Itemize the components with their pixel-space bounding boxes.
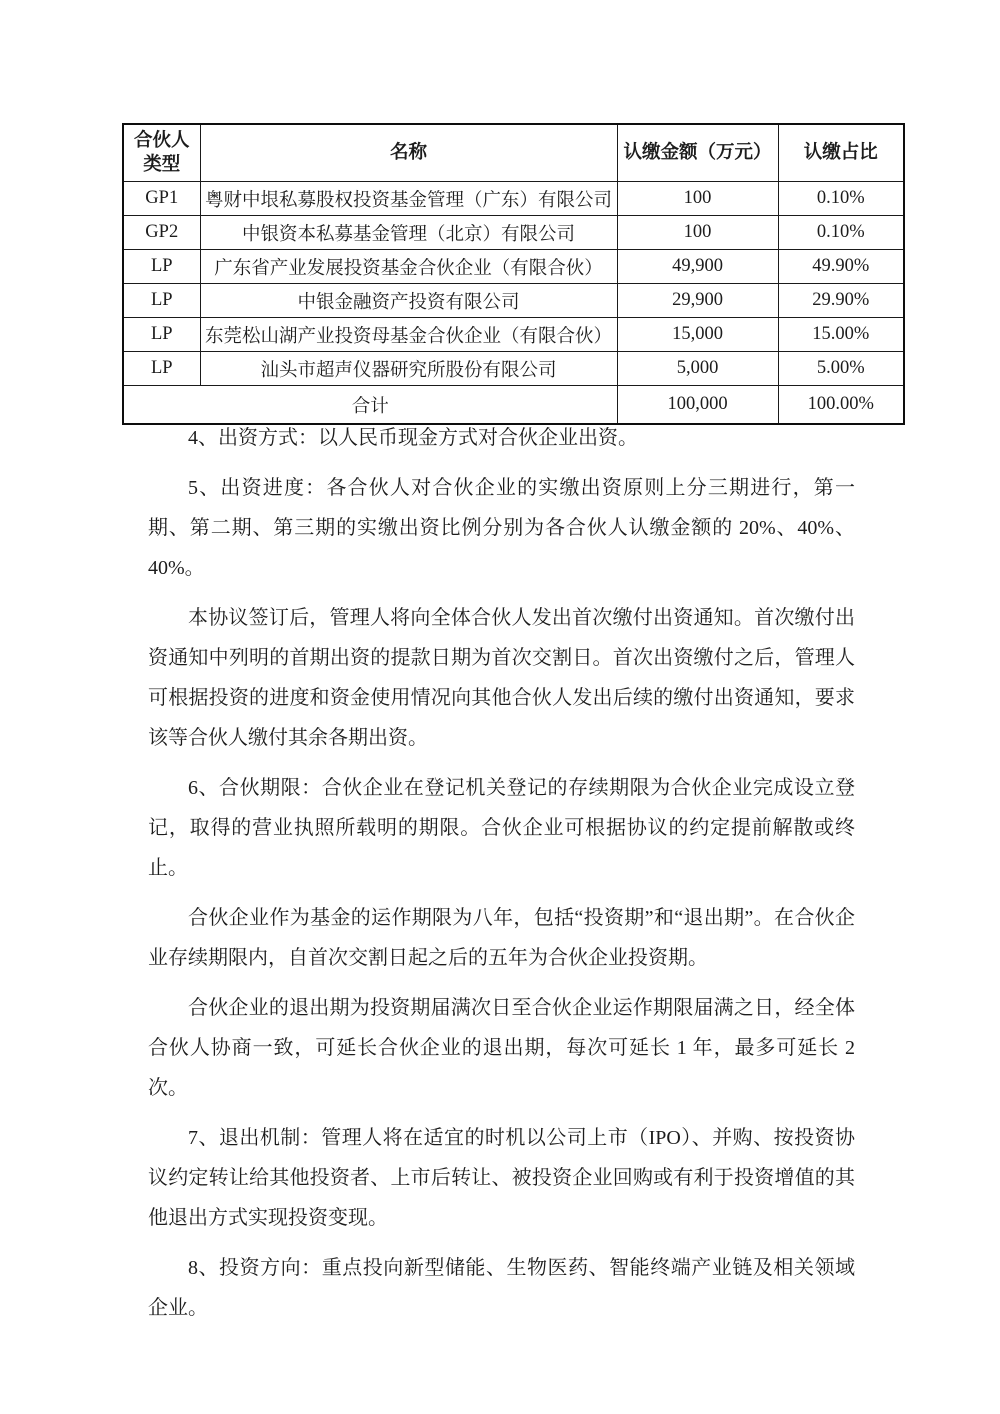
header-partner-type: 合伙人类型 [123,124,200,182]
ratio-cell: 5.00% [778,352,904,386]
partner-type-cell: GP1 [123,182,200,216]
header-subscribed-ratio: 认缴占比 [778,124,904,182]
partner-name-cell: 中银资本私募基金管理（北京）有限公司 [200,216,617,250]
partner-type-cell: LP [123,250,200,284]
ratio-cell: 15.00% [778,318,904,352]
table-row [123,352,904,386]
partner-name-cell: 广东省产业发展投资基金合伙企业（有限合伙） [200,250,617,284]
total-amount-cell: 100,000 [617,386,778,425]
ratio-cell: 29.90% [778,284,904,318]
paragraph-capital-method: 4、出资方式：以人民币现金方式对合伙企业出资。 [188,427,638,449]
amount-cell: 15,000 [617,318,778,352]
partner-type-cell: LP [123,284,200,318]
partner-type-cell: LP [123,318,200,352]
partner-type-cell: GP2 [123,216,200,250]
partner-name-cell: 粤财中垠私募股权投资基金管理（广东）有限公司 [200,182,617,216]
amount-cell: 49,900 [617,250,778,284]
amount-cell: 29,900 [617,284,778,318]
paragraph-capital-schedule: 5、出资进度：各合伙人对合伙企业的实缴出资原则上分三期进行，第一期、第二期、第三期的实缴出资比例分别为各合伙人认缴金额的 20%、40%、40%。 [148,477,855,579]
total-label-cell: 合计 [123,386,617,425]
paragraph-exit-period: 合伙企业的退出期为投资期届满次日至合伙企业运作期限届满之日，经全体合伙人协商一致，可延长合伙企业的退出期，每次可延长 1 年，最多可延长 2 次。 [148,997,855,1099]
partner-name-cell: 中银金融资产投资有限公司 [200,284,617,318]
total-ratio-cell: 100.00% [778,386,904,425]
paragraph-fund-operation-period: 合伙企业作为基金的运作期限为八年，包括“投资期”和“退出期”。在合伙企业存续期限内，自首次交割日起之后的五年为合伙企业投资期。 [148,907,855,969]
ratio-cell: 49.90% [778,250,904,284]
table-row [123,250,904,284]
table-row [123,216,904,250]
amount-cell: 5,000 [617,352,778,386]
partner-name-cell: 东莞松山湖产业投资母基金合伙企业（有限合伙） [200,318,617,352]
table-row [123,182,904,216]
table-header-row [123,124,904,182]
paragraph-exit-mechanism: 7、退出机制：管理人将在适宜的时机以公司上市（IPO）、并购、按投资协议约定转让给其他投资者、上市后转让、被投资企业回购或有利于投资增值的其他退出方式实现投资变现。 [148,1127,855,1229]
paragraph-partnership-term: 6、合伙期限：合伙企业在登记机关登记的存续期限为合伙企业完成设立登记，取得的营业执照所载明的期限。合伙企业可根据协议的约定提前解散或终止。 [148,777,855,879]
document-body [148,418,855,1338]
amount-cell: 100 [617,182,778,216]
partner-contribution-table [122,123,905,425]
ratio-cell: 0.10% [778,216,904,250]
table-row [123,318,904,352]
header-subscribed-amount: 认缴金额（万元） [617,124,778,182]
amount-cell: 100 [617,216,778,250]
partner-type-cell: LP [123,352,200,386]
paragraph-investment-direction: 8、投资方向：重点投向新型储能、生物医药、智能终端产业链及相关领域企业。 [148,1257,855,1319]
ratio-cell: 0.10% [778,182,904,216]
partner-name-cell: 汕头市超声仪器研究所股份有限公司 [200,352,617,386]
table-row [123,284,904,318]
header-partner-name: 名称 [200,124,617,182]
paragraph-capital-call-notice: 本协议签订后，管理人将向全体合伙人发出首次缴付出资通知。首次缴付出资通知中列明的首期出资的提款日期为首次交割日。首次出资缴付之后，管理人可根据投资的进度和资金使用情况向其他合伙人发出后续的缴付出资通知，要求该等合伙人缴付其余各期出资。 [148,607,855,749]
